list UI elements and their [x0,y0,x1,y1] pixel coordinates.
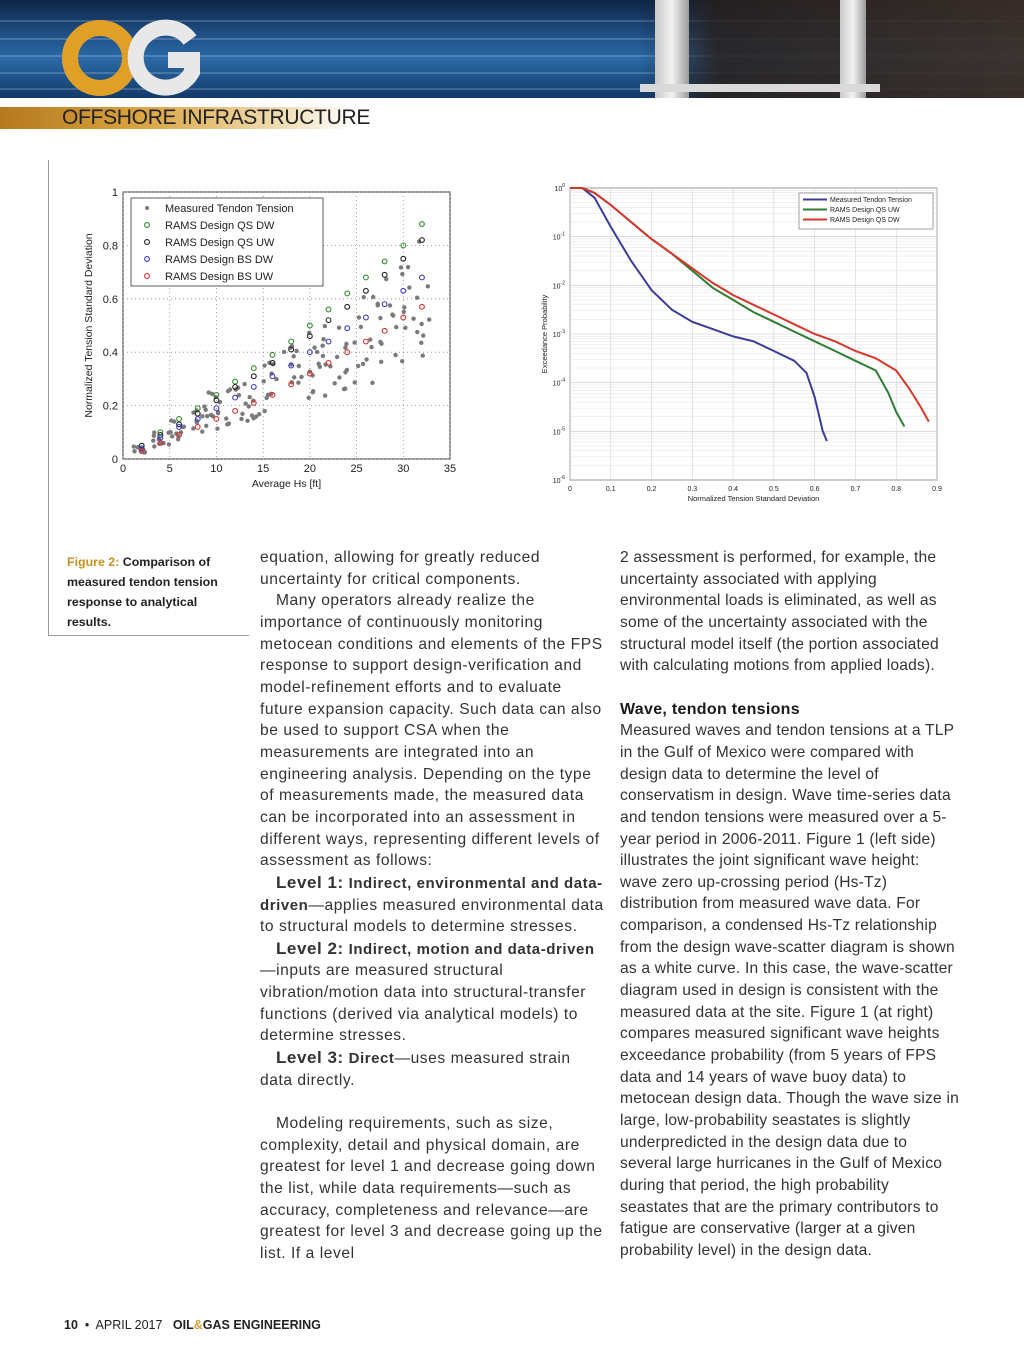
measured-point [200,429,204,433]
magazine-name-a: OIL [172,1318,194,1332]
paragraph: Modeling requirements, such as size, complexity, detail and physical domain, are greatest for level 1 and decrease going down the list, while data requirements—such as accuracy, completeness and relevance—are greatest for level 3 and decrease going up the list. If a level [260,1115,603,1262]
y-tick-label: 0.2 [102,400,118,413]
measured-point [299,375,303,379]
measured-point [391,313,395,317]
measured-point [411,316,415,320]
measured-point [335,355,339,359]
measured-point [262,409,266,413]
caption-text: Comparison of measured tendon tension response to analytical results. [67,555,218,629]
measured-point [337,375,341,379]
measured-point [315,350,319,354]
measured-point [415,330,419,334]
measured-point [245,419,249,423]
measured-point [264,396,268,400]
x-tick-label: 0 [119,463,127,475]
caption-label: Figure 2: [67,555,120,569]
measured-point [371,295,375,299]
y-tick-label: $10^{-5}$ [552,426,565,437]
measured-point [376,303,380,307]
measured-point [415,295,419,299]
measured-point [379,360,383,364]
level-2-item [260,938,605,1047]
measured-point [419,341,423,345]
og-logo [62,16,207,98]
y-tick-label: 0.8 [102,240,118,253]
measured-point [224,416,228,420]
x-tick-label: 0.5 [769,486,779,493]
measured-point [228,387,232,391]
measured-point [364,357,368,361]
legend-label: RAMS Design BS DW [165,254,274,266]
measured-point [292,375,296,379]
measured-point [359,325,363,329]
x-tick-label: 35 [443,463,457,475]
measured-point [132,449,136,453]
measured-point [225,422,229,426]
level-3-text: —uses measured strain data directly. [260,1050,571,1089]
measured-point [204,408,208,412]
measured-point [343,387,347,391]
measured-point [379,342,383,346]
measured-point [353,380,357,384]
measured-point [402,310,406,314]
measured-point [352,340,356,344]
paragraph: 2 assessment is performed, for example, the uncertainty associated with applying environmental loads is eliminated, as well as some of the uncertainty associated with the structural model itself (the portion associated with calculating motions from applied loads). [620,549,939,675]
level-3-number: Level 3: [276,1048,344,1068]
measured-point [307,396,311,400]
measured-point [172,419,176,423]
issue-date: APRIL 2017 [95,1318,163,1332]
scatter-chart [78,178,463,498]
body-column-1 [260,547,605,1265]
logo-text: OG [62,16,64,17]
measured-point [426,284,430,288]
measured-point [427,317,431,321]
measured-point [421,353,425,357]
measured-point [399,265,403,269]
level-3-title: Direct [348,1050,395,1068]
measured-point [204,424,208,428]
figure-caption [67,552,235,632]
measured-point [205,414,209,418]
measured-point [343,370,347,374]
y-axis-label: Exceedance Probability [540,294,549,374]
magazine-name-b: GAS ENGINEERING [202,1318,321,1332]
measured-point [254,414,258,418]
measured-point [369,345,373,349]
legend-marker [145,206,149,210]
measured-point [362,295,366,299]
measured-point [200,414,204,418]
y-tick-label: 1 [111,187,118,199]
y-tick-label: 0 [111,454,118,466]
level-2-number: Level 2: [276,938,344,958]
measured-point [407,285,411,289]
chart-legend [131,198,323,286]
y-tick-label: 0.6 [102,293,118,306]
page-number: 10 [64,1318,78,1332]
measured-point [344,342,348,346]
x-tick-label: 10 [210,463,223,475]
section-title: OFFSHORE INFRASTRUCTURE [62,106,371,129]
page-footer [64,1318,321,1332]
measured-point [132,444,136,448]
y-tick-label: 0.4 [102,347,118,360]
x-tick-label: 0.7 [850,486,861,493]
measured-point [318,365,322,369]
x-tick-label: 20 [303,463,316,475]
measured-point [393,353,397,357]
measured-point [419,322,423,326]
x-tick-label: 0.8 [891,486,902,493]
measured-point [343,345,347,349]
paragraph: Many operators already realize the importance of continuously monitoring metocean conditions and elements of the FPS response to support design-verification and model-refinement efforts and to evaluate future expansion capacity. Such data can also be used to support CSA when the measurements are integrated into an engineering analysis. Depending on the type of measurements made, the measured data can be incorporated into an assessment in different ways, representing different levels of assessment as follows: [260,592,603,870]
x-tick-label: 0.9 [932,486,942,493]
measured-point [378,316,382,320]
level-1-text: —applies measured environmental data to structural models to determine stresses. [260,896,604,936]
measured-point [239,417,243,421]
y-tick-label: $10^{-6}$ [552,475,565,485]
level-1-number: Level 1: [276,872,344,892]
magazine-name [173,1318,321,1332]
measured-point [152,433,156,437]
magazine-amp: & [193,1318,203,1332]
measured-point [296,380,300,384]
x-tick-label: 0 [568,486,572,493]
legend-label: RAMS Design QS UW [830,207,900,214]
measured-point [370,381,374,385]
measured-point [321,337,325,341]
legend-label: Measured Tendon Tension [830,197,912,204]
measured-point [311,389,315,393]
level-2-text: —inputs are measured structural vibration/motion data into structural-transfer functions (derived via analytical models) to determine stresses. [260,962,587,1045]
measured-point [250,413,254,417]
x-tick-label: 0.4 [728,486,738,493]
level-2-title: Indirect, motion and data-driven [348,940,595,958]
x-tick-label: 0.1 [605,486,616,493]
y-axis-label: Normalized Tension Standard Deviation [83,233,95,418]
measured-point [323,324,327,328]
chart-legend [799,193,933,229]
level-1-title: Indirect, environmental and data-driven [260,874,603,914]
y-tick-label: $10^{-1}$ [552,231,565,242]
legend-label: RAMS Design QS DW [165,220,275,232]
x-tick-label: 5 [166,463,173,475]
x-tick-label: 0.2 [646,486,657,493]
measured-point [400,272,404,276]
x-tick-label: 15 [257,463,270,475]
legend-label: RAMS Design BS UW [165,271,274,283]
measured-point [357,315,361,319]
measured-point [240,412,244,416]
y-tick-label: $10^{-2}$ [552,280,565,291]
measured-point [282,350,286,354]
exceedance-chart [540,178,950,504]
measured-point [247,404,251,408]
measured-point [215,427,219,431]
y-tick-label: $10^{-3}$ [552,329,565,339]
measured-point [152,444,156,448]
measured-point [402,305,406,309]
x-axis-label: Normalized Tension Standard Deviation [687,494,820,503]
paragraph: equation, allowing for greatly reduced uncertainty for critical components. [260,549,541,588]
measured-point [151,438,155,442]
x-axis-label: Average Hs [ft] [251,478,322,490]
measured-point [406,265,410,269]
measured-point [261,379,265,383]
measured-point [297,364,301,368]
x-tick-label: 0.6 [809,486,820,493]
measured-point [312,345,316,349]
measured-point [321,354,325,358]
measured-point [388,303,392,307]
measured-point [394,325,398,329]
measured-point [320,344,324,348]
measured-point [168,430,172,434]
measured-point [207,390,211,394]
measured-point [323,393,327,397]
section-heading: Wave, tendon tensions [620,700,800,718]
body-column-2 [620,547,960,1262]
measured-point [291,354,295,358]
y-tick-label: $10^0$ [554,183,565,193]
measured-point [262,363,266,367]
measured-point [242,382,246,386]
measured-point [170,434,174,438]
measured-point [333,381,337,385]
x-tick-label: 0.3 [687,486,698,493]
measured-point [400,359,404,363]
footer-separator: • [84,1318,90,1332]
measured-point [247,395,251,399]
measured-point [167,442,171,446]
legend-label: Measured Tendon Tension [165,203,294,215]
paragraph: Measured waves and tendon tensions at a TLP in the Gulf of Mexico were compared with design data to determine the level of conservatism in design. Wave time-series data and tendon tensions were measured over a 5-year period in 2006-2011. Figure 1 (left side) illustrates the joint significant wave height: wave zero up-crossing period (Hs-Tz) distribution from measured wave data. For comparison, a condensed Hs-Tz relationship from the design wave-scatter diagram is shown as a white curve. In this case, the wave-scatter diagram used in design is consistent with the measured data at the site. Figure 1 (at right) compares measured significant wave heights exceedance probability (from 5 years of FPS data and 14 years of wave buoy data) to metocean design data. Though the wave size in large, low-probability seastates is slightly underpredicted in the design data due to several large hurricanes in the Gulf of Mexico during that period, the high probability seastates that are the primary contributors to fatigue are conservative (larger at a given probability level) in the design data. [620,722,959,1259]
x-tick-label: 30 [397,463,410,475]
level-3-item [260,1047,605,1091]
measured-point [421,333,425,337]
level-1-item [260,872,605,938]
measured-point [209,413,213,417]
y-tick-label: $10^{-4}$ [552,377,565,388]
measured-point [361,362,365,366]
measured-point [294,349,298,353]
legend-label: RAMS Design QS DW [830,217,900,224]
legend-label: RAMS Design QS UW [165,237,275,249]
measured-point [356,364,360,368]
measured-point [403,326,407,330]
x-tick-label: 25 [350,463,363,475]
measured-point [337,325,341,329]
